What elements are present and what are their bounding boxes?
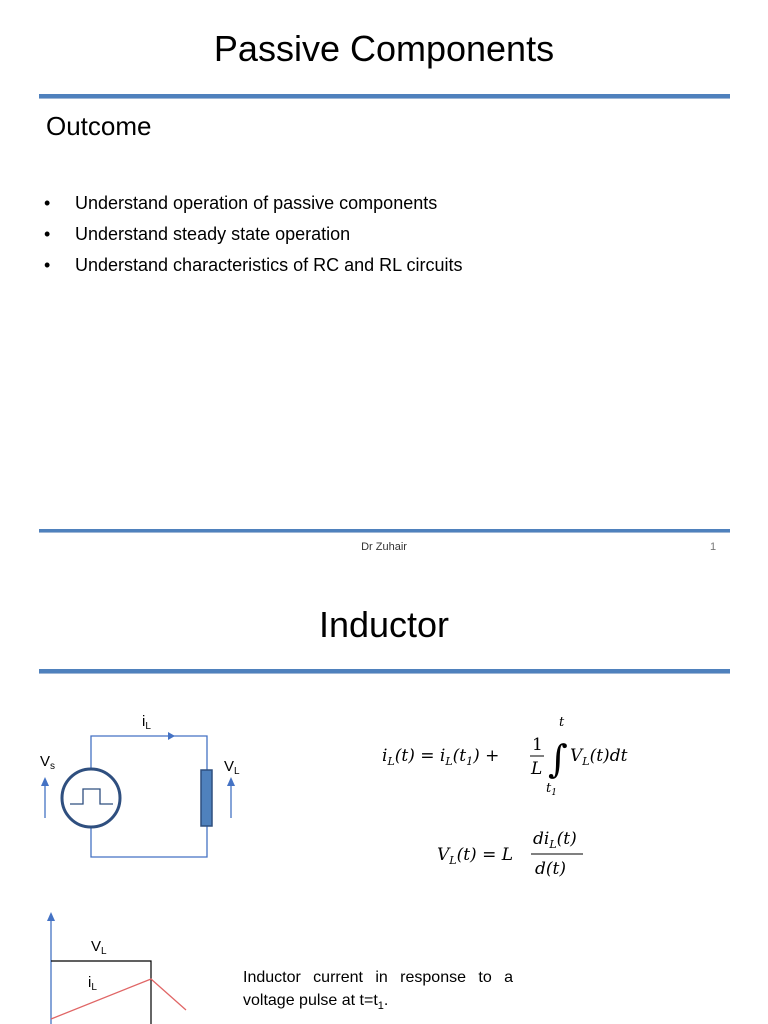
slide1-title: Passive Components (213, 28, 555, 69)
current-ramp-line (51, 979, 186, 1019)
pulse-symbol-icon (70, 789, 113, 804)
caption-subscript: 1 (377, 1000, 384, 1013)
slide2-title: Inductor (318, 604, 450, 645)
slide1-bullet-list (44, 190, 462, 283)
slide1-subtitle: Outcome (46, 111, 152, 141)
inductor-response-graph (36, 905, 206, 1024)
voltage-source-icon (62, 769, 120, 827)
slide2-title-rule (39, 669, 730, 674)
list-item (44, 190, 462, 221)
current-arrow-icon (168, 732, 175, 740)
lower-limit: $t_1$ (546, 781, 557, 798)
circuit-wire (91, 736, 207, 770)
caption-text: Inductor current in response to a voltage pulse at t=t (243, 969, 513, 1009)
inductor-voltage-equation (435, 822, 605, 882)
bullet-icon: • (44, 193, 51, 213)
bullet-icon: • (44, 255, 51, 275)
inductor-voltage-label: $V_L$ (224, 758, 240, 777)
source-voltage-label: $V_s$ (40, 753, 56, 772)
equation2-lhs: $V_L(t) = L$ (437, 845, 514, 867)
inductor-circuit-diagram (30, 700, 260, 870)
equation2-frac-den: d(t) (535, 859, 566, 879)
inductor-current-equation (378, 712, 668, 802)
slide1-title-rule (39, 94, 730, 99)
y-axis-arrow-icon (47, 912, 55, 921)
equation1-frac-num: 1 (532, 735, 543, 755)
upper-limit: t (559, 715, 565, 730)
slide1-footer-rule (39, 529, 730, 533)
equation1-integrand: $V_L(t)dt$ (570, 746, 628, 768)
integral-sign-icon: ∫ (548, 737, 568, 781)
bullet-text: Understand characteristics of RC and RL circuits (75, 255, 463, 275)
current-label: $i_L$ (142, 713, 151, 732)
list-item (44, 221, 462, 252)
caption-period: . (383, 992, 389, 1009)
equation1-frac-den: L (531, 759, 543, 779)
arrowhead-icon (41, 777, 49, 786)
slide1-footer: Dr Zuhair (361, 541, 407, 553)
equation1-lhs: $i_L(t) = i_L(t_1)$ + (382, 746, 500, 768)
equation2-frac-num: $di_L(t)$ (533, 829, 577, 851)
list-item (44, 252, 462, 283)
slide1-page-number: 1 (710, 541, 717, 553)
arrowhead-icon (227, 777, 235, 786)
current-label: $i_L$ (88, 974, 97, 993)
inductor-symbol-icon (201, 770, 212, 826)
bullet-icon: • (44, 224, 51, 244)
bullet-text: Understand operation of passive components (75, 193, 438, 213)
voltage-label: $V_L$ (91, 938, 107, 957)
circuit-wire (91, 826, 207, 857)
graph-caption (243, 966, 513, 1018)
bullet-text: Understand steady state operation (75, 224, 351, 244)
voltage-pulse-line (51, 961, 151, 1024)
